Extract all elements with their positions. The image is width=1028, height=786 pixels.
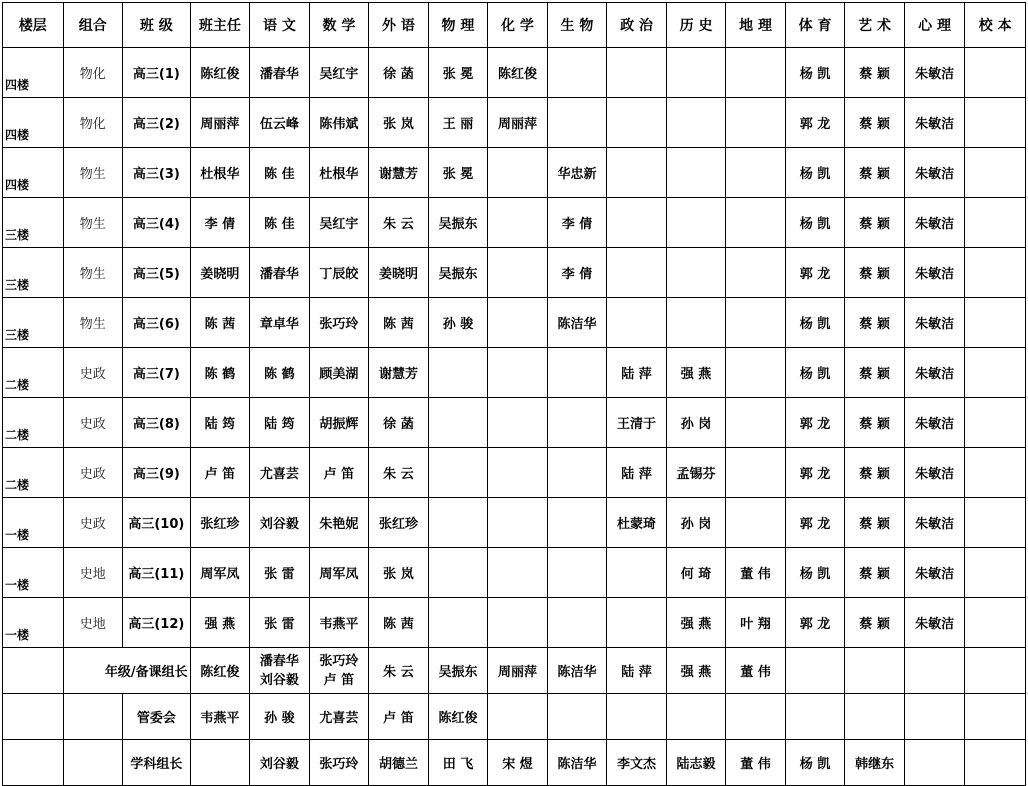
teacher-cell: 李文杰 <box>607 740 667 786</box>
teacher-cell <box>904 740 965 786</box>
teacher-cell: 蔡 颖 <box>845 398 905 448</box>
teacher-cell: 杨 凯 <box>785 348 845 398</box>
teacher-cell: 杜蒙琦 <box>607 498 667 548</box>
teacher-cell: 朱敏洁 <box>904 198 965 248</box>
class-cell: 高三(12) <box>123 598 191 648</box>
teacher-cell: 张巧玲 <box>309 740 369 786</box>
teacher-cell: 王清于 <box>607 398 667 448</box>
empty-cell <box>63 740 123 786</box>
teacher-cell: 尤喜芸 <box>250 448 310 498</box>
floor-cell: 三楼 <box>3 248 64 298</box>
leaders-row-label: 年级/备课组长 <box>63 648 190 694</box>
header-floor: 楼层 <box>3 3 64 48</box>
teacher-cell <box>547 694 607 740</box>
header-art: 艺 术 <box>845 3 905 48</box>
teacher-cell: 胡德兰 <box>369 740 429 786</box>
header-pe: 体 育 <box>785 3 845 48</box>
teacher-cell: 张 岚 <box>369 548 429 598</box>
table-row <box>3 248 1026 298</box>
teacher-cell: 田 飞 <box>428 740 488 786</box>
teacher-cell: 丁辰皎 <box>309 248 369 298</box>
table-row <box>3 498 1026 548</box>
teacher-cell <box>607 148 667 198</box>
teacher-cell <box>607 48 667 98</box>
teacher-cell: 顾美湖 <box>309 348 369 398</box>
teacher-cell: 强 燕 <box>666 598 726 648</box>
teacher-cell <box>428 398 488 448</box>
teacher-cell: 陈 鹤 <box>250 348 310 398</box>
floor-cell: 一楼 <box>3 498 64 548</box>
table-row <box>3 198 1026 248</box>
teacher-cell <box>726 48 786 98</box>
teacher-cell: 朱敏洁 <box>904 248 965 298</box>
teacher-cell: 周丽萍 <box>488 98 548 148</box>
floor-cell: 二楼 <box>3 398 64 448</box>
floor-cell: 二楼 <box>3 348 64 398</box>
teacher-cell <box>965 198 1026 248</box>
teacher-cell: 李 倩 <box>547 198 607 248</box>
teacher-cell <box>488 298 548 348</box>
teacher-cell: 孟锡芬 <box>666 448 726 498</box>
teacher-cell: 潘春华 <box>250 248 310 298</box>
teacher-cell <box>547 348 607 398</box>
teacher-cell <box>547 98 607 148</box>
teacher-cell: 尤喜芸 <box>309 694 369 740</box>
teacher-cell <box>726 448 786 498</box>
teacher-cell: 郭 龙 <box>785 398 845 448</box>
floor-cell: 四楼 <box>3 98 64 148</box>
teacher-cell: 陈 佳 <box>250 148 310 198</box>
teacher-cell: 郭 龙 <box>785 448 845 498</box>
teacher-cell <box>666 694 726 740</box>
floor-cell: 三楼 <box>3 298 64 348</box>
teacher-cell: 强 燕 <box>666 648 726 694</box>
teacher-cell <box>726 298 786 348</box>
teacher-cell <box>428 448 488 498</box>
teacher-cell <box>488 448 548 498</box>
teacher-cell: 张红珍 <box>369 498 429 548</box>
table-row <box>3 548 1026 598</box>
teacher-cell: 张 冕 <box>428 148 488 198</box>
header-foreign-language: 外 语 <box>369 3 429 48</box>
teacher-cell: 蔡 颖 <box>845 448 905 498</box>
teacher-cell <box>488 148 548 198</box>
group-cell: 物生 <box>63 198 123 248</box>
teacher-cell: 郭 龙 <box>785 98 845 148</box>
group-cell: 物生 <box>63 148 123 198</box>
teacher-cell <box>666 248 726 298</box>
teacher-cell <box>547 398 607 448</box>
teacher-cell: 谢慧芳 <box>369 348 429 398</box>
empty-cell <box>3 648 64 694</box>
teacher-cell <box>428 348 488 398</box>
teacher-cell: 吴振东 <box>428 248 488 298</box>
teacher-cell: 徐 菡 <box>369 398 429 448</box>
teacher-cell <box>965 648 1026 694</box>
teacher-cell: 杜根华 <box>309 148 369 198</box>
teacher-cell: 朱敏洁 <box>904 498 965 548</box>
teacher-cell <box>488 694 548 740</box>
teacher-cell <box>904 694 965 740</box>
teacher-cell <box>428 498 488 548</box>
teacher-cell: 蔡 颖 <box>845 348 905 398</box>
teacher-cell: 朱敏洁 <box>904 298 965 348</box>
teacher-cell: 蔡 颖 <box>845 598 905 648</box>
teacher-cell: 伍云峰 <box>250 98 310 148</box>
table-row <box>3 448 1026 498</box>
teacher-cell: 朱 云 <box>369 198 429 248</box>
teacher-cell: 陈 茜 <box>369 598 429 648</box>
header-geography: 地 理 <box>726 3 786 48</box>
teacher-cell: 韩继东 <box>845 740 905 786</box>
teacher-cell <box>488 498 548 548</box>
teacher-cell <box>965 248 1026 298</box>
teacher-cell: 朱敏洁 <box>904 348 965 398</box>
header-class: 班 级 <box>123 3 191 48</box>
teacher-cell: 董 伟 <box>726 740 786 786</box>
teacher-cell: 朱敏洁 <box>904 98 965 148</box>
header-head-teacher: 班主任 <box>190 3 250 48</box>
teacher-schedule-table <box>2 2 1026 786</box>
teacher-cell <box>904 648 965 694</box>
committee-row <box>3 694 1026 740</box>
teacher-cell: 陈 佳 <box>250 198 310 248</box>
teacher-cell: 陈红俊 <box>190 648 250 694</box>
class-cell: 高三(10) <box>123 498 191 548</box>
teacher-cell: 朱艳妮 <box>309 498 369 548</box>
floor-cell: 一楼 <box>3 598 64 648</box>
teacher-cell <box>488 598 548 648</box>
teacher-cell: 郭 龙 <box>785 248 845 298</box>
teacher-cell: 孙 岗 <box>666 498 726 548</box>
teacher-cell: 陈洁华 <box>547 648 607 694</box>
teacher-cell: 徐 菡 <box>369 48 429 98</box>
teacher-cell <box>726 694 786 740</box>
teacher-cell: 蔡 颖 <box>845 548 905 598</box>
header-politics: 政 治 <box>607 3 667 48</box>
teacher-cell <box>965 298 1026 348</box>
teacher-cell <box>428 548 488 598</box>
teacher-cell <box>547 48 607 98</box>
group-cell: 史政 <box>63 448 123 498</box>
teacher-cell: 蔡 颖 <box>845 148 905 198</box>
teacher-cell: 周军凤 <box>309 548 369 598</box>
teacher-cell: 董 伟 <box>726 548 786 598</box>
teacher-cell <box>965 598 1026 648</box>
empty-cell <box>63 694 123 740</box>
teacher-cell <box>666 48 726 98</box>
teacher-cell <box>726 98 786 148</box>
header-row <box>3 3 1026 48</box>
teacher-cell: 胡振辉 <box>309 398 369 448</box>
teacher-cell <box>666 198 726 248</box>
teacher-cell: 张 岚 <box>369 98 429 148</box>
class-cell: 高三(7) <box>123 348 191 398</box>
teacher-cell: 周丽萍 <box>190 98 250 148</box>
teacher-cell <box>965 740 1026 786</box>
teacher-cell <box>607 694 667 740</box>
teacher-cell <box>965 148 1026 198</box>
class-cell: 高三(8) <box>123 398 191 448</box>
teacher-cell: 华忠新 <box>547 148 607 198</box>
teacher-cell <box>666 98 726 148</box>
teacher-cell: 刘谷毅 <box>250 740 310 786</box>
teacher-cell: 张 冕 <box>428 48 488 98</box>
teacher-cell: 吴振东 <box>428 198 488 248</box>
teacher-cell <box>488 198 548 248</box>
teacher-cell: 吴振东 <box>428 648 488 694</box>
teacher-cell: 陆 萍 <box>607 648 667 694</box>
teacher-cell: 刘谷毅 <box>250 498 310 548</box>
teacher-cell <box>726 398 786 448</box>
teacher-cell: 卢 笛 <box>190 448 250 498</box>
teacher-cell: 朱敏洁 <box>904 148 965 198</box>
teacher-cell <box>965 548 1026 598</box>
teacher-cell: 董 伟 <box>726 648 786 694</box>
teacher-cell: 张巧玲 <box>309 298 369 348</box>
teacher-cell: 朱 云 <box>369 648 429 694</box>
teacher-cell: 郭 龙 <box>785 598 845 648</box>
group-cell: 史地 <box>63 548 123 598</box>
teacher-cell: 陈 茜 <box>190 298 250 348</box>
teacher-cell: 陆志毅 <box>666 740 726 786</box>
teacher-cell <box>488 398 548 448</box>
teacher-cell <box>547 548 607 598</box>
teacher-cell: 周军凤 <box>190 548 250 598</box>
teacher-cell <box>726 348 786 398</box>
teacher-cell <box>785 694 845 740</box>
teacher-cell <box>607 248 667 298</box>
teacher-cell <box>547 448 607 498</box>
class-cell: 高三(2) <box>123 98 191 148</box>
header-biology: 生 物 <box>547 3 607 48</box>
teacher-cell: 吴红宇 <box>309 48 369 98</box>
teacher-cell: 张 雷 <box>250 548 310 598</box>
teacher-cell: 朱敏洁 <box>904 598 965 648</box>
class-cell: 高三(11) <box>123 548 191 598</box>
teacher-cell: 陆 萍 <box>607 448 667 498</box>
teacher-cell <box>965 98 1026 148</box>
teacher-cell: 蔡 颖 <box>845 298 905 348</box>
teacher-cell: 李 倩 <box>547 248 607 298</box>
teacher-cell <box>190 740 250 786</box>
class-cell: 高三(9) <box>123 448 191 498</box>
teacher-cell: 郭 龙 <box>785 498 845 548</box>
teacher-cell: 卢 笛 <box>369 694 429 740</box>
teacher-cell: 潘春华 <box>250 48 310 98</box>
table-row <box>3 598 1026 648</box>
teacher-cell: 陈红俊 <box>428 694 488 740</box>
teacher-cell: 韦燕平 <box>190 694 250 740</box>
class-cell: 高三(1) <box>123 48 191 98</box>
teacher-cell: 杨 凯 <box>785 298 845 348</box>
teacher-cell <box>965 48 1026 98</box>
teacher-cell <box>607 548 667 598</box>
teacher-cell <box>666 298 726 348</box>
teacher-cell <box>965 694 1026 740</box>
teacher-cell <box>726 148 786 198</box>
teacher-cell: 蔡 颖 <box>845 498 905 548</box>
teacher-cell: 杨 凯 <box>785 48 845 98</box>
teacher-cell: 张巧玲 卢 笛 <box>309 648 369 694</box>
teacher-cell: 陈洁华 <box>547 298 607 348</box>
teacher-cell: 陈 茜 <box>369 298 429 348</box>
teacher-cell: 孙 骏 <box>250 694 310 740</box>
group-cell: 物生 <box>63 248 123 298</box>
teacher-cell <box>845 648 905 694</box>
floor-cell: 一楼 <box>3 548 64 598</box>
teacher-cell <box>965 448 1026 498</box>
teacher-cell: 张 雷 <box>250 598 310 648</box>
teacher-cell <box>965 498 1026 548</box>
empty-cell <box>3 740 64 786</box>
teacher-cell: 陈 鹤 <box>190 348 250 398</box>
teacher-cell: 姜晓明 <box>190 248 250 298</box>
teacher-cell <box>965 348 1026 398</box>
teacher-cell <box>726 198 786 248</box>
floor-cell: 三楼 <box>3 198 64 248</box>
header-physics: 物 理 <box>428 3 488 48</box>
teacher-cell <box>488 348 548 398</box>
teacher-cell: 朱敏洁 <box>904 448 965 498</box>
teacher-cell: 孙 岗 <box>666 398 726 448</box>
group-cell: 物化 <box>63 48 123 98</box>
teacher-cell: 杜根华 <box>190 148 250 198</box>
teacher-cell: 蔡 颖 <box>845 248 905 298</box>
teacher-cell: 吴红宇 <box>309 198 369 248</box>
teacher-cell: 强 燕 <box>666 348 726 398</box>
floor-cell: 四楼 <box>3 148 64 198</box>
teacher-cell: 强 燕 <box>190 598 250 648</box>
teacher-cell: 杨 凯 <box>785 548 845 598</box>
teacher-cell <box>726 248 786 298</box>
teacher-cell: 卢 笛 <box>309 448 369 498</box>
teacher-cell: 叶 翔 <box>726 598 786 648</box>
table-row <box>3 398 1026 448</box>
teacher-cell: 陈伟斌 <box>309 98 369 148</box>
teacher-cell <box>607 98 667 148</box>
teacher-cell: 陈洁华 <box>547 740 607 786</box>
teacher-cell <box>845 694 905 740</box>
class-cell: 高三(4) <box>123 198 191 248</box>
teacher-cell: 朱敏洁 <box>904 548 965 598</box>
teacher-cell: 朱敏洁 <box>904 48 965 98</box>
teacher-cell: 朱 云 <box>369 448 429 498</box>
teacher-cell: 蔡 颖 <box>845 48 905 98</box>
teacher-cell: 谢慧芳 <box>369 148 429 198</box>
floor-cell: 二楼 <box>3 448 64 498</box>
teacher-cell: 陆 萍 <box>607 348 667 398</box>
teacher-cell: 蔡 颖 <box>845 98 905 148</box>
floor-cell: 四楼 <box>3 48 64 98</box>
teacher-cell <box>547 598 607 648</box>
teacher-cell: 何 琦 <box>666 548 726 598</box>
teacher-cell: 陆 筠 <box>190 398 250 448</box>
group-cell: 史政 <box>63 398 123 448</box>
teacher-cell: 蔡 颖 <box>845 198 905 248</box>
header-psychology: 心 理 <box>904 3 965 48</box>
group-cell: 物生 <box>63 298 123 348</box>
teacher-cell: 张红珍 <box>190 498 250 548</box>
class-cell: 高三(3) <box>123 148 191 198</box>
leaders-row <box>3 648 1026 694</box>
empty-cell <box>3 694 64 740</box>
group-cell: 史地 <box>63 598 123 648</box>
teacher-cell <box>488 548 548 598</box>
teacher-cell <box>726 498 786 548</box>
teacher-cell <box>607 598 667 648</box>
group-cell: 物化 <box>63 98 123 148</box>
teacher-cell: 李 倩 <box>190 198 250 248</box>
teacher-cell: 杨 凯 <box>785 740 845 786</box>
header-group: 组合 <box>63 3 123 48</box>
teacher-cell: 朱敏洁 <box>904 398 965 448</box>
header-chemistry: 化 学 <box>488 3 548 48</box>
header-chinese: 语 文 <box>250 3 310 48</box>
committee-row-label: 管委会 <box>123 694 191 740</box>
teacher-cell: 陆 筠 <box>250 398 310 448</box>
header-history: 历 史 <box>666 3 726 48</box>
class-cell: 高三(5) <box>123 248 191 298</box>
group-cell: 史政 <box>63 498 123 548</box>
teacher-cell: 章卓华 <box>250 298 310 348</box>
class-cell: 高三(6) <box>123 298 191 348</box>
teacher-cell <box>965 398 1026 448</box>
teacher-cell <box>607 198 667 248</box>
table-row <box>3 298 1026 348</box>
table-row <box>3 98 1026 148</box>
teacher-cell <box>607 298 667 348</box>
teacher-cell <box>666 148 726 198</box>
teacher-cell: 潘春华 刘谷毅 <box>250 648 310 694</box>
header-school-based: 校 本 <box>965 3 1026 48</box>
table-row <box>3 148 1026 198</box>
teacher-cell <box>488 248 548 298</box>
table-row <box>3 348 1026 398</box>
group-cell: 史政 <box>63 348 123 398</box>
teacher-cell: 韦燕平 <box>309 598 369 648</box>
teacher-cell: 王 丽 <box>428 98 488 148</box>
teacher-cell: 陈红俊 <box>190 48 250 98</box>
teacher-cell <box>547 498 607 548</box>
table-row <box>3 48 1026 98</box>
teacher-cell: 孙 骏 <box>428 298 488 348</box>
teacher-cell <box>785 648 845 694</box>
teacher-cell: 陈红俊 <box>488 48 548 98</box>
teacher-cell: 宋 煜 <box>488 740 548 786</box>
header-math: 数 学 <box>309 3 369 48</box>
teacher-cell: 杨 凯 <box>785 148 845 198</box>
teacher-cell: 杨 凯 <box>785 198 845 248</box>
subject-leaders-row <box>3 740 1026 786</box>
subject-leaders-row-label: 学科组长 <box>123 740 191 786</box>
teacher-cell: 姜晓明 <box>369 248 429 298</box>
teacher-cell: 周丽萍 <box>488 648 548 694</box>
teacher-cell <box>428 598 488 648</box>
